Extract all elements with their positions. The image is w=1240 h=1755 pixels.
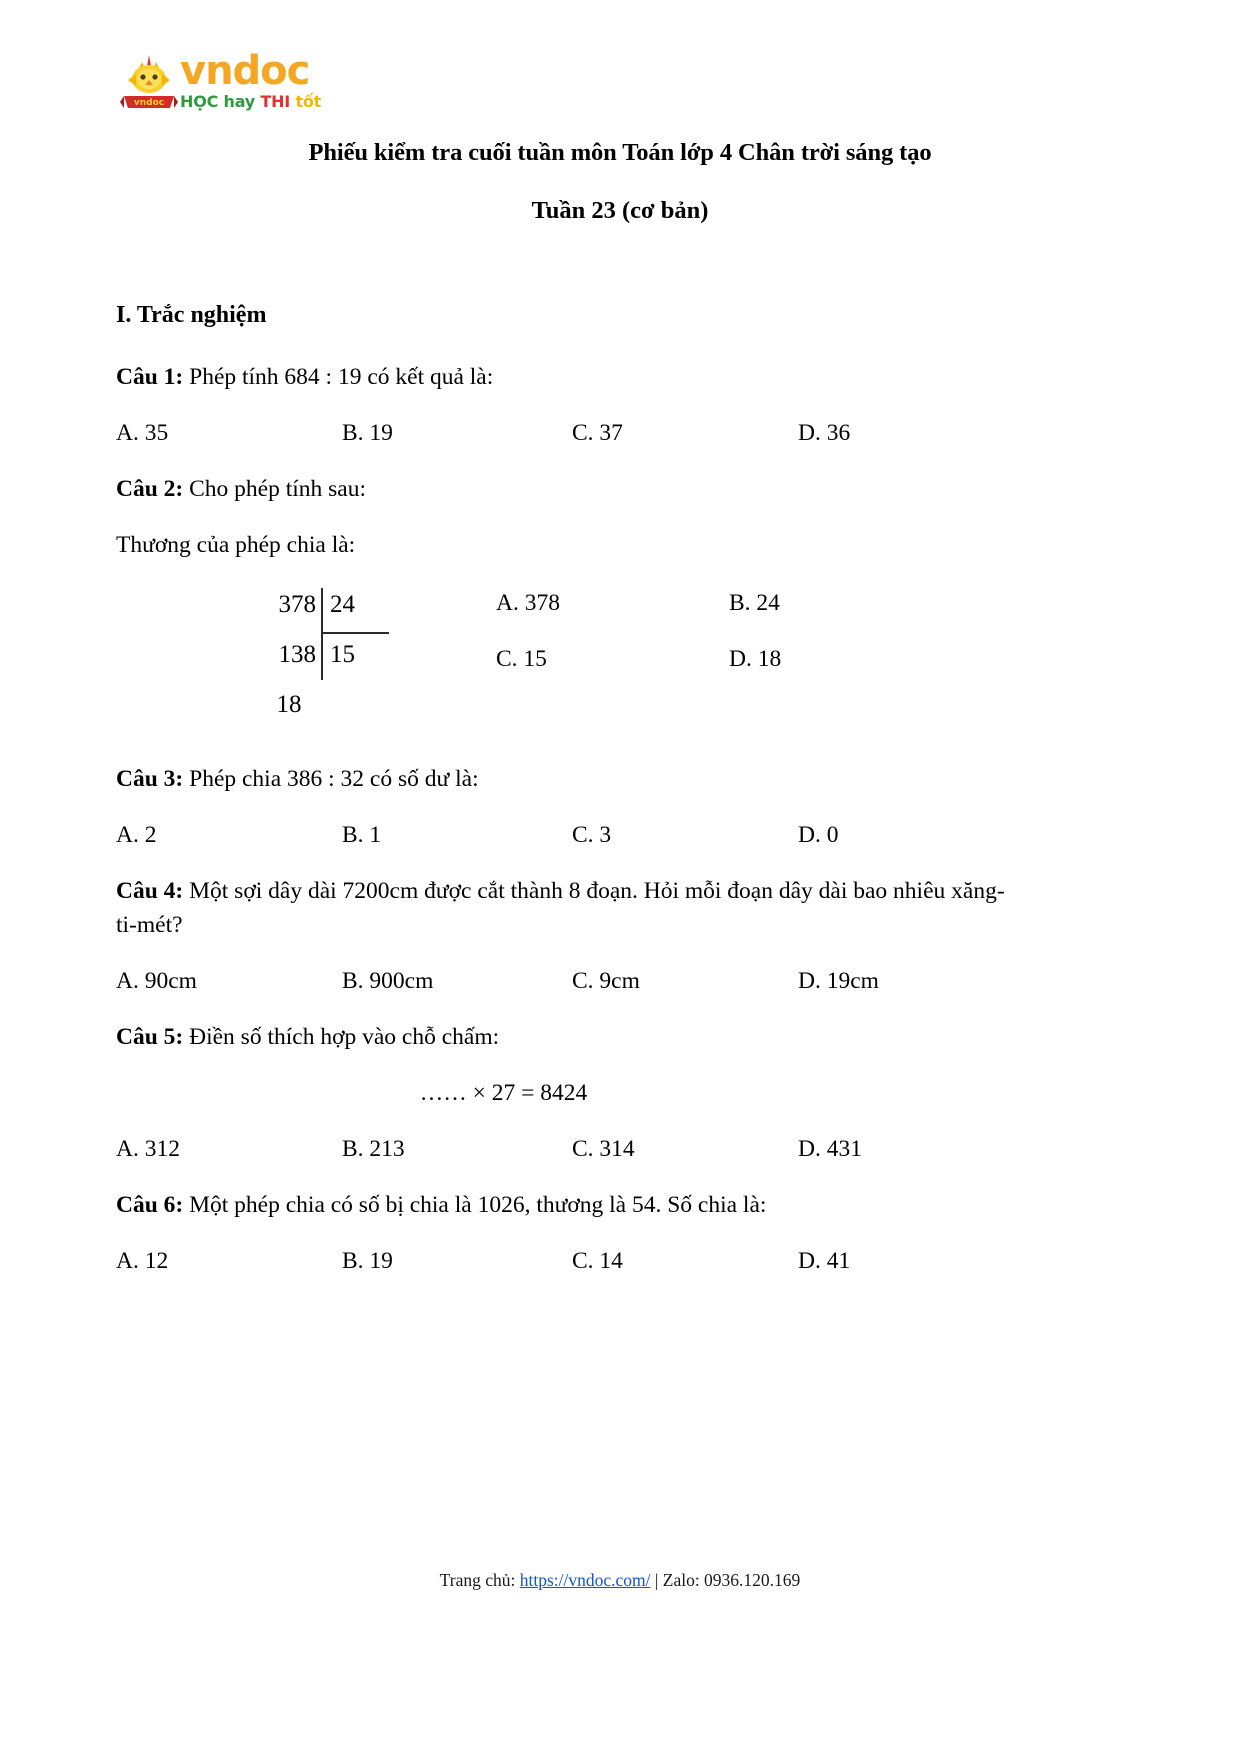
question-1-label: Câu 1:	[116, 364, 184, 390]
question-3	[116, 762, 1021, 796]
logo-tagline-part1: HỌC hay	[180, 92, 261, 111]
option-d[interactable]: D. 0	[798, 822, 839, 848]
option-d[interactable]: D. 41	[798, 1248, 851, 1274]
option-c[interactable]: C. 15	[496, 646, 547, 672]
question-4-label: Câu 4:	[116, 878, 184, 904]
question-5-equation: …… × 27 = 8424	[419, 1080, 588, 1106]
option-c[interactable]: C. 9cm	[572, 968, 640, 994]
option-a[interactable]: A. 378	[496, 590, 560, 616]
option-a[interactable]: A. 35	[116, 420, 169, 446]
question-1-text: Phép tính 684 : 19 có kết quả là:	[183, 364, 494, 390]
option-d[interactable]: D. 19cm	[798, 968, 879, 994]
option-a[interactable]: A. 2	[116, 822, 157, 848]
chick-mascot-icon	[118, 52, 180, 114]
question-5	[116, 1020, 1021, 1054]
section-heading: I. Trắc nghiệm	[116, 302, 267, 328]
option-c[interactable]: C. 14	[572, 1248, 623, 1274]
question-6-options	[116, 1244, 1021, 1278]
question-6	[116, 1188, 1021, 1222]
question-4-options	[116, 964, 1021, 998]
footer-homepage-link[interactable]: https://vndoc.com/	[519, 1570, 651, 1590]
option-a[interactable]: A. 90cm	[116, 968, 197, 994]
question-6-label: Câu 6:	[116, 1192, 184, 1218]
logo-wordmark: vndoc	[180, 48, 310, 94]
vndoc-logo[interactable]	[118, 48, 418, 122]
option-d[interactable]: D. 431	[798, 1136, 862, 1162]
question-2-text: Cho phép tính sau:	[183, 476, 367, 502]
question-3-options	[116, 818, 1021, 852]
question-2-figure-row	[116, 584, 1021, 736]
division-divisor: 24	[330, 591, 355, 618]
question-3-text: Phép chia 386 : 32 có số dư là:	[183, 766, 479, 792]
option-b[interactable]: B. 19	[342, 420, 393, 446]
question-2-subtext: Thương của phép chia là:	[116, 532, 356, 558]
page-footer	[0, 1568, 1240, 1592]
division-dividend: 378	[278, 591, 316, 618]
option-d[interactable]: D. 18	[729, 646, 782, 672]
option-c[interactable]: C. 314	[572, 1136, 635, 1162]
division-final-remainder: 18	[276, 691, 302, 718]
option-a[interactable]: A. 12	[116, 1248, 169, 1274]
question-2-options	[116, 584, 1021, 734]
option-c[interactable]: C. 3	[572, 822, 612, 848]
question-1-options	[116, 416, 1021, 450]
logo-tagline	[180, 93, 321, 111]
option-b[interactable]: B. 24	[729, 590, 780, 616]
option-b[interactable]: B. 900cm	[342, 968, 434, 994]
question-6-text: Một phép chia có số bị chia là 1026, thương là 54. Số chia là:	[183, 1192, 767, 1218]
option-b[interactable]: B. 1	[342, 822, 382, 848]
option-a[interactable]: A. 312	[116, 1136, 180, 1162]
logo-tagline-part3: tốt	[295, 92, 322, 111]
option-d[interactable]: D. 36	[798, 420, 851, 446]
page-subtitle: Tuần 23 (cơ bản)	[531, 197, 709, 224]
question-5-options	[116, 1132, 1021, 1166]
question-3-label: Câu 3:	[116, 766, 184, 792]
logo-text	[180, 50, 321, 111]
option-b[interactable]: B. 19	[342, 1248, 393, 1274]
page-title: Phiếu kiểm tra cuối tuần môn Toán lớp 4 Chân trời sáng tạo	[308, 139, 932, 166]
division-quotient: 15	[330, 641, 355, 668]
svg-text:vndoc: vndoc	[133, 98, 165, 108]
question-4	[116, 874, 1021, 942]
option-c[interactable]: C. 37	[572, 420, 623, 446]
question-5-label: Câu 5:	[116, 1024, 184, 1050]
question-4-text: Một sợi dây dài 7200cm được cắt thành 8 đoạn. Hỏi mỗi đoạn dây dài bao nhiêu xăng-ti-mét?	[116, 878, 1005, 938]
question-1	[116, 360, 1021, 394]
footer-prefix: Trang chủ:	[439, 1570, 520, 1590]
footer-suffix: | Zalo: 0936.120.169	[650, 1570, 801, 1590]
question-5-text: Điền số thích hợp vào chỗ chấm:	[183, 1024, 500, 1050]
option-b[interactable]: B. 213	[342, 1136, 405, 1162]
exam-content	[116, 298, 1021, 1300]
question-2-label: Câu 2:	[116, 476, 184, 502]
logo-tagline-part2: THI	[260, 92, 296, 111]
division-intermediate-remainder: 138	[278, 641, 316, 668]
question-2	[116, 472, 1021, 506]
